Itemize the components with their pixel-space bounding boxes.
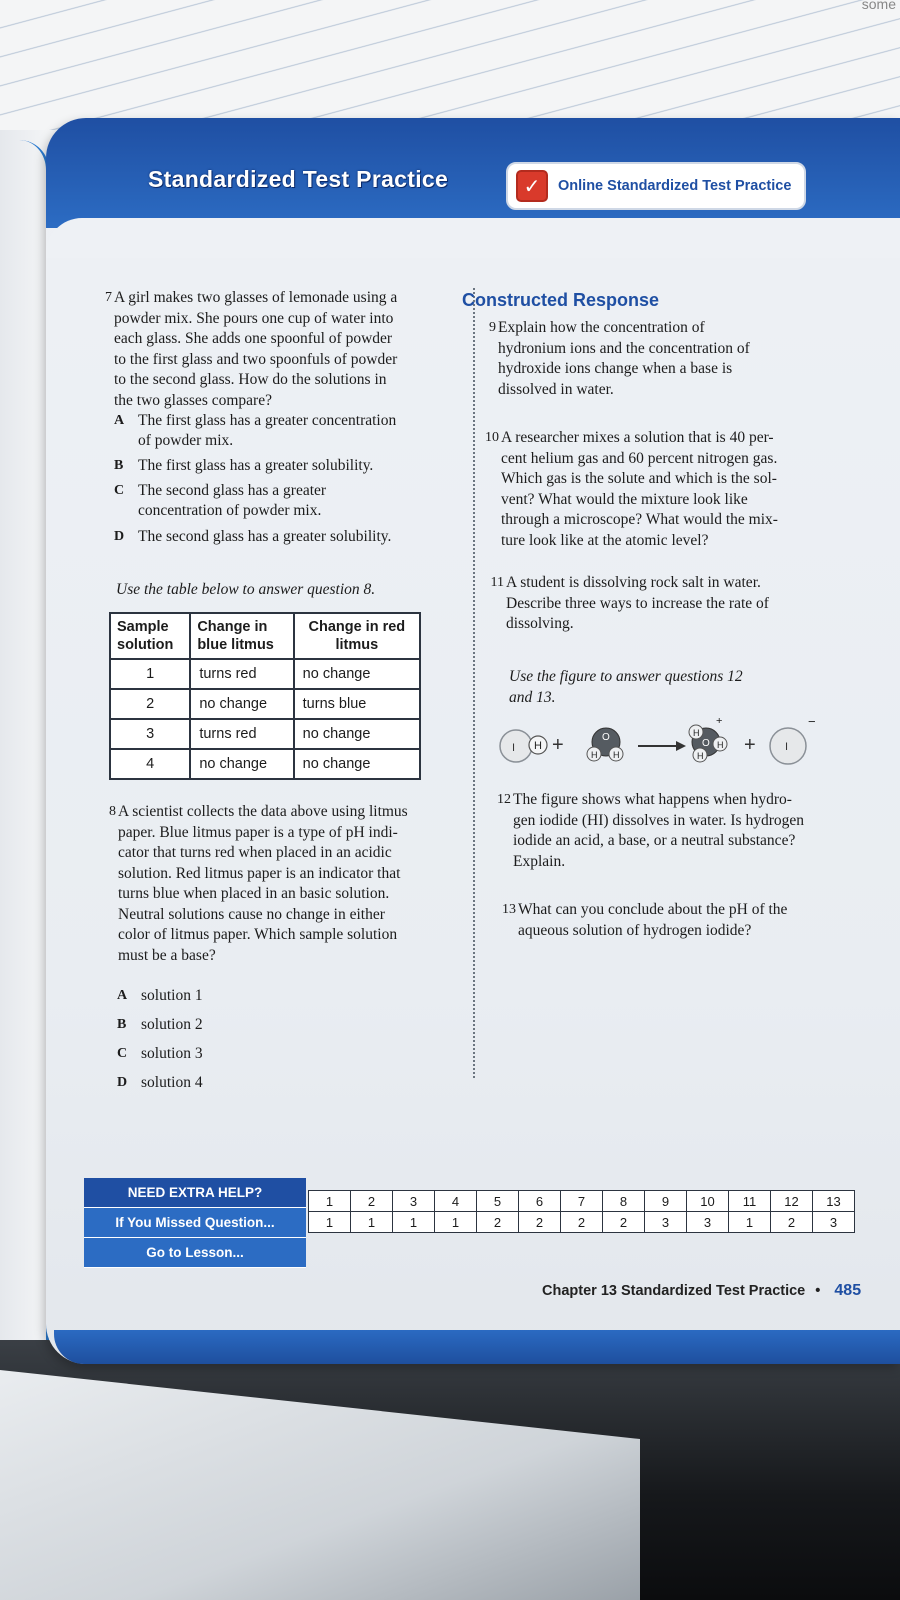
page-title: Standardized Test Practice — [148, 166, 449, 192]
question-number: 7 — [105, 290, 112, 305]
svg-text:H: H — [591, 750, 598, 760]
table-row: 4 no change no change — [110, 749, 420, 779]
chapter-title: Chapter 13 Standardized Test Practice — [542, 1283, 806, 1299]
svg-text:H: H — [613, 750, 620, 760]
online-practice-label: Online Standardized Test Practice — [558, 178, 792, 194]
water-molecule — [587, 728, 623, 761]
lesson-row: 1 1 1 1 2 2 2 2 3 3 1 2 3 — [309, 1212, 855, 1233]
svg-text:I: I — [785, 741, 789, 753]
footer-band — [54, 1330, 900, 1364]
constructed-response-heading: Constructed Response — [462, 290, 660, 310]
q8-option-d[interactable]: D solution 4 — [117, 1074, 203, 1091]
q8-option-a[interactable]: A solution 1 — [117, 987, 203, 1004]
svg-text:H: H — [534, 740, 542, 752]
plus-sign: + — [744, 734, 756, 756]
go-to-lesson-label: Go to Lesson... — [84, 1238, 306, 1268]
table-intro: Use the table below to answer question 8. — [116, 581, 376, 598]
check-icon: ✓ — [516, 170, 548, 202]
figure-intro: Use the figure to answer questions 12 and 13. — [509, 668, 743, 706]
svg-text:O: O — [702, 738, 710, 749]
table-row: 1 turns red no change — [110, 659, 420, 689]
need-extra-help-title: NEED EXTRA HELP? — [84, 1178, 306, 1208]
q7-option-b[interactable]: B The first glass has a greater solubility. — [114, 457, 374, 474]
table-row: 3 turns red no change — [110, 719, 420, 749]
hi-dissociation-figure — [496, 718, 846, 768]
svg-text:H: H — [693, 728, 700, 738]
q7-option-c[interactable]: C The second glass has a greater concentration of powder mix. — [114, 482, 327, 519]
question-13: 13 What can you conclude about the pH of the aqueous solution of hydrogen iodide? — [502, 901, 788, 939]
left-page-edge — [0, 140, 49, 1390]
svg-text:H: H — [717, 740, 724, 750]
svg-text:+: + — [716, 718, 723, 727]
svg-text:O: O — [602, 732, 610, 743]
reaction-arrow — [638, 741, 686, 751]
iodide-ion — [770, 718, 816, 764]
question-8: 8 A scientist collects the data above using litmus paper. Blue litmus paper is a type of pH indi- cator that turns red when placed in an acidic solution. Red litmus paper is an indicator that turns blue when placed in an basic solution. Neutral solutions cause no change in either color of litmus paper. Which sample solution must be a base? — [109, 803, 408, 964]
q8-option-b[interactable]: B solution 2 — [117, 1016, 203, 1033]
question-7: 7 A girl makes two glasses of lemonade using a powder mix. She pours one cup of water into each glass. She adds one spoonful of powder to the first glass and two spoonfuls of powder to the second glass. How do the solutions in the two glasses compare? — [114, 288, 454, 411]
page-number: 485 — [834, 1282, 862, 1299]
page-footer — [542, 1282, 861, 1300]
hydronium-ion — [689, 718, 727, 762]
table-row: 2 no change turns blue — [110, 689, 420, 719]
table-header-row: Sample solution Change in blue litmus Change in red litmus — [110, 613, 420, 659]
q8-option-c[interactable]: C solution 3 — [117, 1045, 203, 1062]
bullet: • — [815, 1283, 821, 1299]
svg-text:I: I — [512, 742, 516, 754]
question-9: 9 Explain how the concentration of hydronium ions and the concentration of hydroxide ions change when a base is dissolved in water. — [489, 319, 750, 398]
q7-option-d[interactable]: D The second glass has a greater solubility. — [114, 528, 392, 545]
online-practice-link[interactable] — [506, 162, 806, 210]
help-table — [308, 1190, 855, 1233]
missed-question-label: If You Missed Question... — [84, 1208, 306, 1238]
question-row: 1 2 3 4 5 6 7 8 9 10 11 12 13 — [309, 1191, 855, 1212]
corner-text: some — [861, 0, 896, 12]
plus-sign: + — [552, 734, 564, 756]
litmus-table — [109, 612, 421, 780]
column-divider — [473, 288, 475, 1078]
hydrogen-iodide-molecule — [500, 730, 547, 762]
svg-text:H: H — [697, 751, 704, 761]
q7-option-a[interactable]: A The first glass has a greater concentration of powder mix. — [114, 412, 397, 449]
textbook-page — [46, 118, 900, 1364]
svg-text:−: − — [808, 718, 816, 729]
need-extra-help-panel — [84, 1178, 306, 1268]
question-12: 12 The figure shows what happens when hydro- gen iodide (HI) dissolves in water. Is hydrogen iodide an acid, a base, or a neutral substance? Explain. — [497, 791, 804, 870]
question-10: 10 A researcher mixes a solution that is 40 per- cent helium gas and 60 percent nitrogen gas. Which gas is the solute and which is the sol- vent? What would the mixture look like through a microscope? What would the mix- ture look like at the atomic level? — [485, 429, 778, 549]
question-11: 11 A student is dissolving rock salt in water. Describe three ways to increase the rate of dissolving. — [490, 574, 769, 632]
